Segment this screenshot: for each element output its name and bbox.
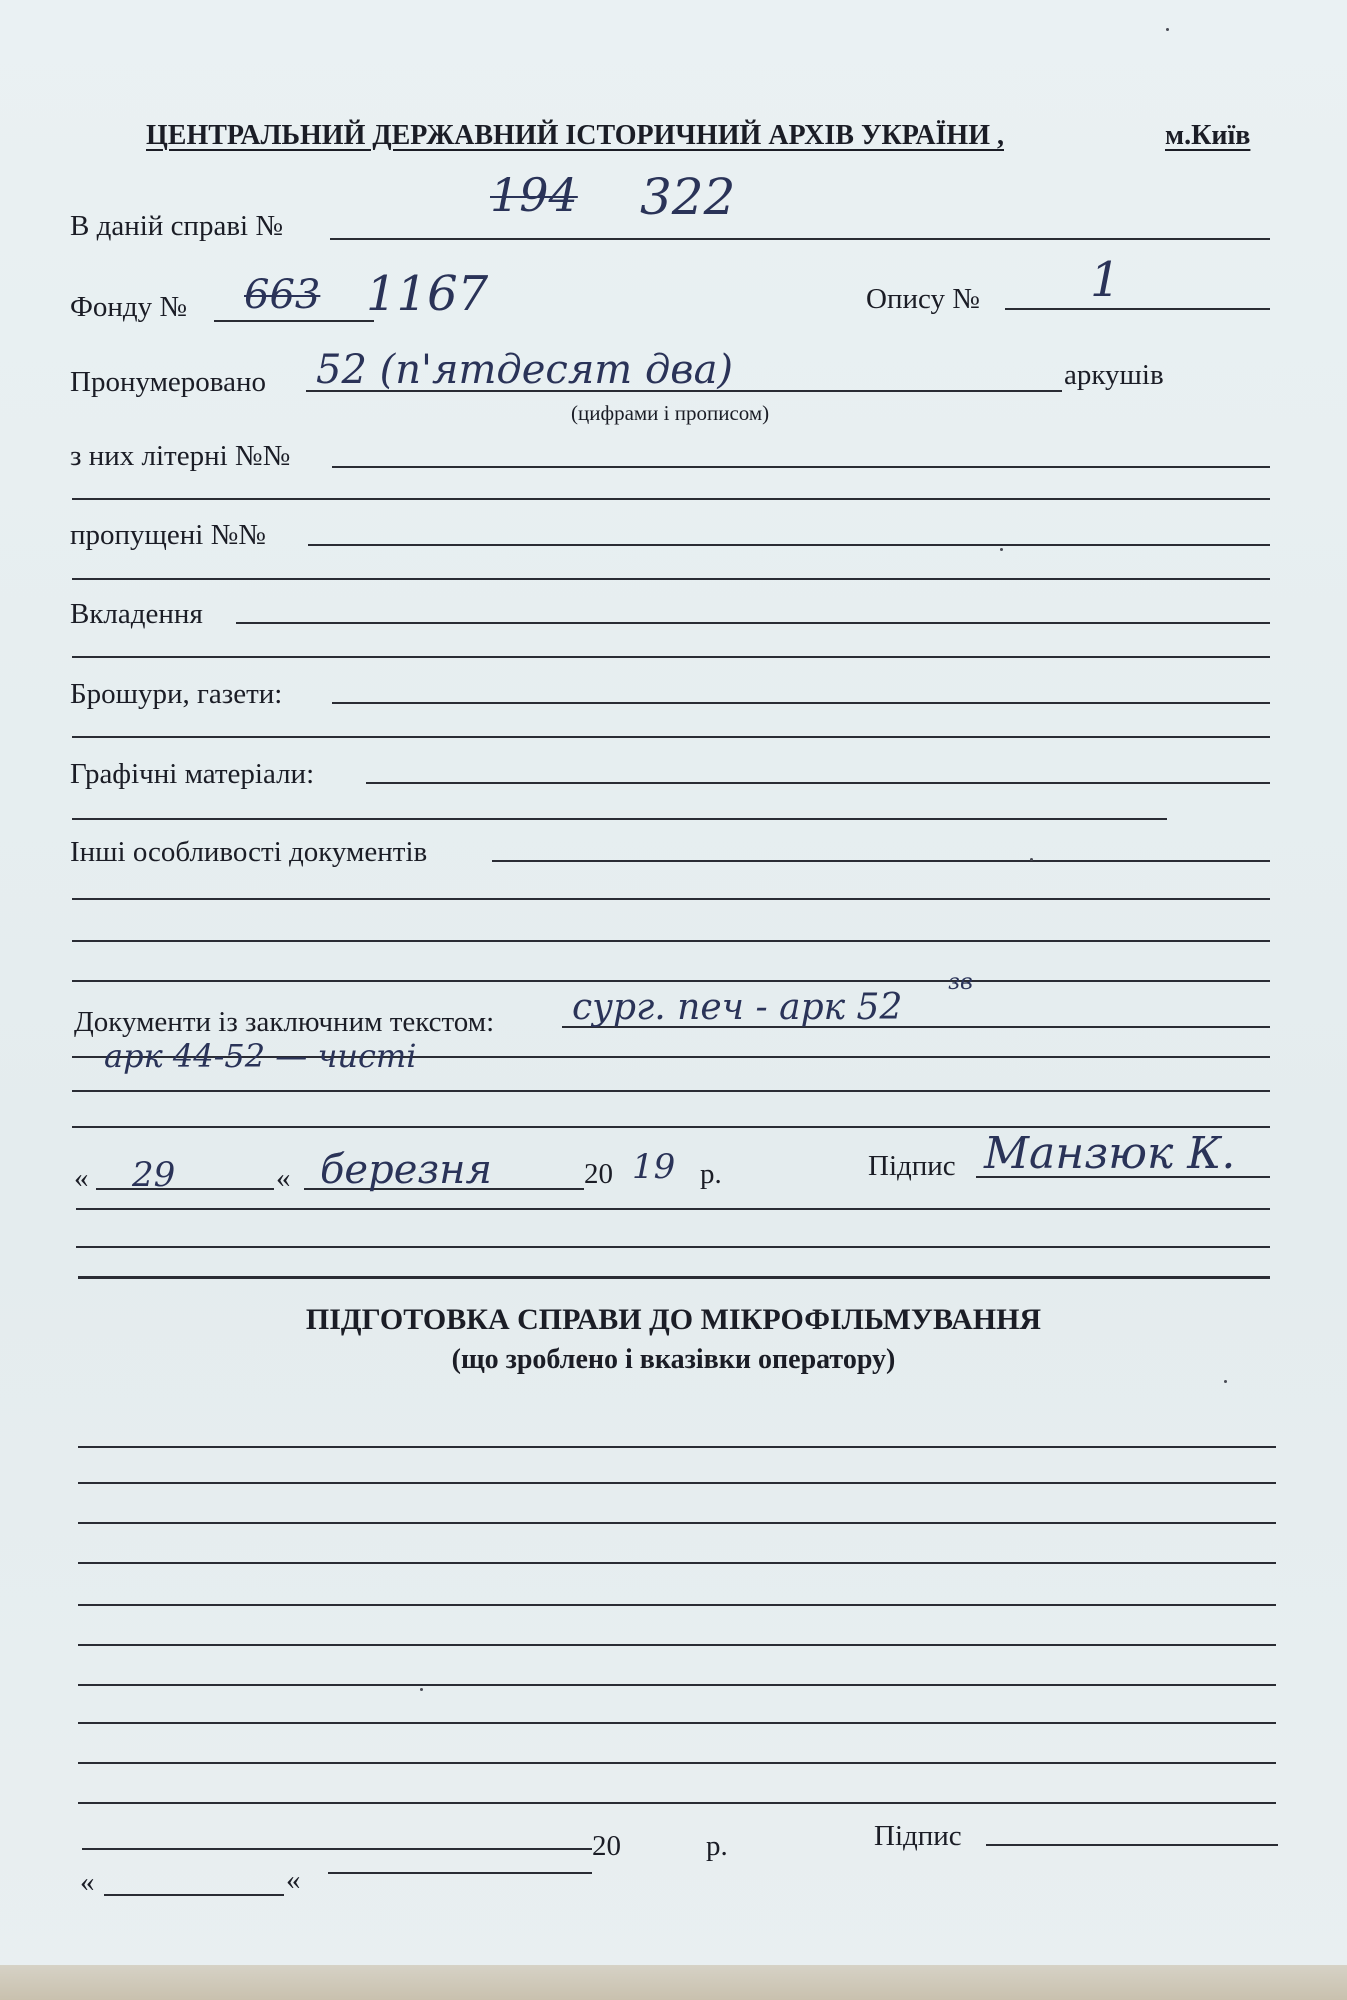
- date-day: 29: [132, 1155, 176, 1195]
- signature-label: Підпис: [868, 1150, 956, 1182]
- numbered-label: Пронумеровано: [70, 366, 267, 398]
- section2-date-pre-line: [82, 1848, 592, 1850]
- archive-city: м.Київ: [1165, 120, 1251, 151]
- literal-line: [332, 466, 1270, 468]
- numbered-suffix: аркушів: [1064, 359, 1164, 391]
- section2-month-line: [328, 1872, 592, 1874]
- section2-date-r: р.: [706, 1830, 728, 1862]
- paper-speck: [1000, 548, 1003, 551]
- case-new-value: 322: [640, 168, 736, 226]
- opys-label: Опису №: [866, 283, 980, 315]
- section2-subtitle: (що зроблено і вказівки оператору): [451, 1344, 896, 1375]
- paper-speck: [1224, 1380, 1227, 1383]
- date-line-3: [76, 1246, 1270, 1248]
- section2-line-6: [78, 1644, 1276, 1646]
- case-line: [330, 238, 1270, 240]
- final-text-line-3: [72, 1090, 1270, 1092]
- final-text-value-2: арк 44-52 — чисті: [104, 1037, 417, 1075]
- opys-line: [1005, 308, 1270, 310]
- date-open-quote: «: [74, 1162, 89, 1194]
- date-year-suffix: 19: [632, 1147, 676, 1187]
- attachments-label: Вкладення: [70, 598, 203, 630]
- signature-value: Манзюк К.: [984, 1128, 1236, 1179]
- brochures-label: Брошури, газети:: [70, 678, 283, 710]
- other-line-4: [72, 980, 1270, 982]
- numbered-hint: (цифрами і прописом): [571, 401, 770, 425]
- final-text-value-1-sup: зв: [948, 970, 973, 995]
- brochures-line-2: [72, 736, 1270, 738]
- section2-signature-label: Підпис: [874, 1820, 962, 1852]
- case-old-value: 194: [490, 168, 578, 222]
- fond-new-value: 1167: [366, 266, 489, 322]
- final-text-value-1: сург. печ - арк 52: [572, 987, 903, 1028]
- opys-value: 1: [1090, 252, 1121, 308]
- paper-speck: [1166, 28, 1169, 31]
- date-year-prefix: 20: [584, 1158, 613, 1190]
- graphic-line: [366, 782, 1270, 784]
- numbered-value: 52 (п'ятдесят два): [316, 347, 734, 393]
- final-text-label: Документи із заключним текстом:: [74, 1006, 495, 1038]
- fond-old-value: 663: [244, 272, 321, 318]
- section2-line-2: [78, 1482, 1276, 1484]
- section2-line-9: [78, 1762, 1276, 1764]
- section2-line-10: [78, 1802, 1276, 1804]
- other-line-2: [72, 898, 1270, 900]
- section2-title: ПІДГОТОВКА СПРАВИ ДО МІКРОФІЛЬМУВАННЯ: [305, 1303, 1042, 1336]
- section2-line-8: [78, 1722, 1276, 1724]
- section2-line-3: [78, 1522, 1276, 1524]
- section2-signature-line: [986, 1844, 1278, 1846]
- attachments-line-2: [72, 656, 1270, 658]
- graphic-line-2: [72, 818, 1167, 820]
- skipped-line-2: [72, 578, 1270, 580]
- section2-open-quote: «: [80, 1866, 95, 1898]
- date-r: р.: [700, 1158, 722, 1190]
- attachments-line: [236, 622, 1270, 624]
- section2-close-quote: «: [286, 1864, 301, 1896]
- date-day-line: [96, 1188, 274, 1190]
- archive-title: ЦЕНТРАЛЬНИЙ ДЕРЖАВНИЙ ІСТОРИЧНИЙ АРХІВ УКРАЇНИ ,: [146, 120, 1004, 151]
- brochures-line: [332, 702, 1270, 704]
- date-line-2: [76, 1208, 1270, 1210]
- paper-speck: [1030, 858, 1033, 861]
- date-close-quote: «: [276, 1162, 291, 1194]
- graphic-label: Графічні матеріали:: [70, 758, 315, 790]
- paper-edge: [0, 1965, 1347, 2000]
- date-month: березня: [320, 1147, 493, 1193]
- skipped-line: [308, 544, 1270, 546]
- section2-day-line: [104, 1894, 284, 1896]
- other-label: Інші особливості документів: [70, 836, 428, 868]
- section2-line-4: [78, 1562, 1276, 1564]
- other-line: [492, 860, 1270, 862]
- paper-speck: [420, 1688, 423, 1691]
- section2-line-1: [78, 1446, 1276, 1448]
- literal-line-2: [72, 498, 1270, 500]
- section2-line-7: [78, 1684, 1276, 1686]
- case-label: В даній справі №: [70, 210, 283, 242]
- literal-label: з них літерні №№: [70, 440, 291, 472]
- skipped-label: пропущені №№: [70, 519, 266, 551]
- section2-year-prefix: 20: [592, 1830, 621, 1862]
- section2-line-5: [78, 1604, 1276, 1606]
- fond-line: [214, 320, 374, 322]
- section-divider: [78, 1276, 1270, 1279]
- other-line-3: [72, 940, 1270, 942]
- fond-label: Фонду №: [70, 291, 188, 323]
